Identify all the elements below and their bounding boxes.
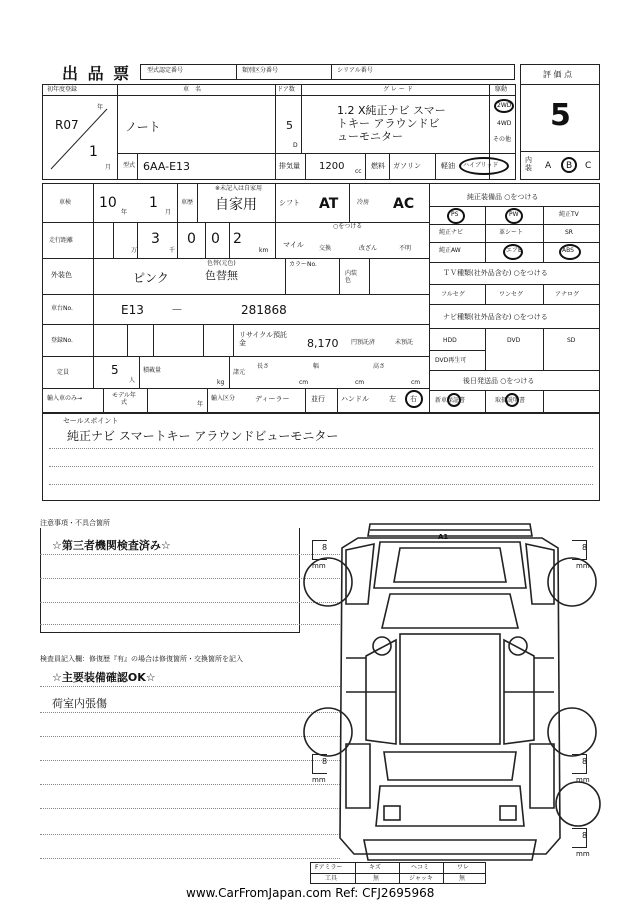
inspection-year: 10 <box>99 195 117 211</box>
later-warranty: 新車保証書 <box>435 397 466 404</box>
color-change-label: 色替(元色) <box>207 260 236 267</box>
footer-reference: www.CarFromJapan.com Ref: CFJ2695968 <box>186 886 435 900</box>
vehicle-info-grid <box>42 84 516 180</box>
equip-pw: PW <box>509 211 519 218</box>
legend-v2: 無 <box>373 875 380 882</box>
header-id-fields <box>140 64 515 80</box>
grade-line-1: 1.2 X純正ナビ スマー <box>337 104 446 117</box>
later-title: 後日発送品 ○をつける <box>463 377 535 385</box>
car-diagram <box>300 508 610 878</box>
grade-label: グ レ ー ド <box>383 86 413 93</box>
mileage-digit-4: 2 <box>233 231 242 247</box>
handle-left: 左 <box>389 395 396 403</box>
drive-label: 駆動 <box>495 86 508 93</box>
score-box <box>520 64 600 180</box>
navi-dvd: DVD <box>507 337 521 344</box>
meter-mile: マイル <box>283 241 304 249</box>
meter-tampered: 改ざん <box>359 245 378 252</box>
meter-replaced: 交換 <box>319 245 332 252</box>
history-label: 車歴 <box>181 199 194 206</box>
sales-point-box <box>42 413 600 501</box>
mileage-label: 走行距離 <box>49 237 74 244</box>
inspection-month: 1 <box>149 195 158 211</box>
mileage-digit-1: 3 <box>151 231 160 247</box>
chassis-dash: － <box>171 303 184 317</box>
notes-line-2: ☆主要装備確認OK☆ <box>52 671 156 684</box>
mileage-sen: 千 <box>169 247 176 254</box>
equip-leather: 革シート <box>499 229 524 236</box>
legend-h2: キズ <box>369 864 381 871</box>
shift-value: AT <box>319 196 339 212</box>
ac-value: AC <box>393 196 415 212</box>
interior-a: A <box>545 161 552 171</box>
drive-other: その他 <box>493 136 512 143</box>
navi-hdd: HDD <box>443 337 457 344</box>
equip-abs: ABS <box>562 247 574 254</box>
model-value: 6AA-E13 <box>143 160 191 173</box>
import-type-label: 輸入区分 <box>211 395 236 402</box>
mileage-man: 万 <box>131 247 138 254</box>
load-unit: kg <box>217 379 225 386</box>
tire-fl-depth: 8 <box>322 543 328 552</box>
history-value: 自家用 <box>215 197 257 213</box>
registration-label: 登録No. <box>51 337 73 344</box>
navi-dvd-play: DVD再生可 <box>435 357 467 364</box>
navi-title: ナビ種類(社外品含む) ○をつける <box>443 313 548 321</box>
height-cm: cm <box>411 379 421 386</box>
model-label: 型式 <box>123 162 136 169</box>
fuel-label: 燃料 <box>371 162 385 170</box>
navi-sd: SD <box>567 337 576 344</box>
meter-unknown: 不明 <box>399 245 412 252</box>
doors-value: 5 <box>286 119 293 132</box>
notes-label: 注意事項・不具合箇所 <box>40 519 110 527</box>
mileage-digit-2: 0 <box>187 231 196 247</box>
capacity-label: 定員 <box>57 369 70 376</box>
doors-label: ドア数 <box>277 86 295 93</box>
first-reg-label: 初年度登録 <box>47 86 78 93</box>
reg-era: R07 <box>55 118 79 132</box>
legend-h3: ヘコミ <box>411 864 430 871</box>
notes-line-3: 荷室内張傷 <box>52 697 107 710</box>
reg-month: 1 <box>89 144 98 160</box>
inspection-month-unit: 月 <box>165 209 172 216</box>
meter-note: ○をつける <box>333 223 363 230</box>
legend-v4: 無 <box>459 875 466 882</box>
grade-line-2: トキー アラウンドビ <box>337 117 440 130</box>
recycle-not: 未預託 <box>395 339 414 346</box>
import-dealer: ディーラー <box>255 395 290 403</box>
model-year-label: モデル年式 <box>112 392 136 407</box>
interior-grade-label: 内装 <box>525 156 532 172</box>
handle-label: ハンドル <box>341 395 369 403</box>
capacity-unit: 人 <box>129 377 136 384</box>
tire-spare-unit: mm <box>576 850 590 858</box>
fuel-gasoline: ガソリン <box>393 162 421 170</box>
equip-aw: 純正AW <box>439 247 461 254</box>
tire-rl-unit: mm <box>312 776 326 784</box>
displacement-value: 1200 <box>319 161 345 172</box>
chassis-number: 281868 <box>241 303 287 317</box>
tire-spare-depth: 8 <box>582 831 588 840</box>
color-no-label: カラーNo. <box>289 261 317 268</box>
sales-point-text: 純正ナビ スマートキー アラウンドビューモニター <box>67 429 339 443</box>
tire-rl-depth: 8 <box>322 757 328 766</box>
mileage-unit: km <box>259 247 269 254</box>
tire-rr-unit: mm <box>576 776 590 784</box>
mileage-digit-3: 0 <box>211 231 220 247</box>
equip-ps: PS <box>451 211 459 218</box>
width-cm: cm <box>355 379 365 386</box>
inspector-label: 検査員記入欄：修復歴『有』の場合は修復箇所・交換箇所を記入 <box>40 655 243 663</box>
tv-title: ＴＶ種類(社外品含む) ○をつける <box>443 269 548 277</box>
equip-navi: 純正ナビ <box>439 229 464 236</box>
displacement-label: 排気量 <box>279 162 300 170</box>
fuel-diesel: 軽油 <box>441 162 455 170</box>
length-cm: cm <box>299 379 309 386</box>
fuel-hybrid: ハイブリッド <box>463 162 499 169</box>
recycle-value: 8,170 <box>307 337 339 350</box>
tv-oneseg: ワンセグ <box>499 291 524 298</box>
type-cert-label: 型式認定番号 <box>147 67 184 74</box>
interior-b: B <box>566 161 573 171</box>
front-damage-mark: A1 <box>438 533 449 541</box>
legend-v3: ジャッキ <box>409 875 433 882</box>
tire-fl-unit: mm <box>312 562 326 570</box>
tv-analog: アナログ <box>555 291 580 298</box>
shift-label: シフト <box>279 199 300 207</box>
displacement-unit: cc <box>355 168 362 175</box>
legend-h1: Fアミラー <box>315 864 343 871</box>
length-label: 長さ <box>257 363 270 370</box>
height-label: 高さ <box>373 363 386 370</box>
ac-label: 冷房 <box>357 199 370 206</box>
reg-diagonal-line <box>49 104 112 171</box>
spec-grid <box>42 183 600 413</box>
import-parallel: 並行 <box>311 395 325 403</box>
category-label: 類別区分番号 <box>242 67 279 74</box>
legend-v1: 工具 <box>325 875 338 882</box>
recycle-label: リサイクル預託金 <box>239 331 288 347</box>
color-change-value: 色替無 <box>205 269 238 282</box>
score-label: 評 価 点 <box>543 70 573 79</box>
drive-2wd: 2WD <box>497 102 512 109</box>
model-year-unit: 年 <box>197 401 204 408</box>
notes-line-1: ☆第三者機関検査済み☆ <box>52 539 171 552</box>
handle-right: 右 <box>410 395 417 403</box>
width-label: 幅 <box>313 363 320 370</box>
chassis-prefix: E13 <box>121 303 144 317</box>
tire-fr-depth: 8 <box>582 543 588 552</box>
equip-tv: 純正TV <box>559 211 579 218</box>
size-label: 諸元 <box>233 369 246 376</box>
tv-fullseg: フルセグ <box>441 291 465 298</box>
serial-label: シリアル番号 <box>337 67 373 74</box>
inspection-year-unit: 年 <box>121 209 128 216</box>
drive-4wd: 4WD <box>497 120 512 127</box>
recycle-unit: 円預託済 <box>351 339 376 346</box>
equip-airbag: エアB <box>506 247 523 254</box>
import-only-label: 輸入車のみ→ <box>47 395 83 402</box>
sales-point-label: セールスポイント <box>63 417 119 425</box>
interior-c: C <box>585 161 592 171</box>
color-value: ピンク <box>133 271 169 285</box>
tire-fr-unit: mm <box>576 562 590 570</box>
capacity-value: 5 <box>111 363 119 377</box>
reg-year-unit: 年 <box>97 104 104 111</box>
car-name-label: 車 名 <box>183 86 202 93</box>
grade-line-3: ューモニター <box>337 130 403 143</box>
tire-rr-depth: 8 <box>582 757 588 766</box>
doors-unit: D <box>293 142 298 149</box>
interior-color-label: 内装色 <box>345 270 358 285</box>
equipment-title: 純正装備品 ○をつける <box>467 193 539 201</box>
legend-h4: ワレ <box>457 864 470 871</box>
load-label: 積載量 <box>143 367 162 374</box>
score-value: 5 <box>550 98 571 133</box>
later-manual: 取扱説明書 <box>495 397 526 404</box>
inspection-label: 車検 <box>59 199 72 206</box>
car-name-value: ノート <box>125 120 161 134</box>
chassis-label: 車台No. <box>51 305 73 312</box>
form-title: 出 品 票 <box>62 64 132 83</box>
reg-month-unit: 月 <box>105 164 112 171</box>
history-note: ※未記入は自家用 <box>215 185 263 192</box>
equip-sr: SR <box>565 229 573 236</box>
color-label: 外装色 <box>51 271 72 279</box>
damage-legend-table <box>310 862 486 884</box>
